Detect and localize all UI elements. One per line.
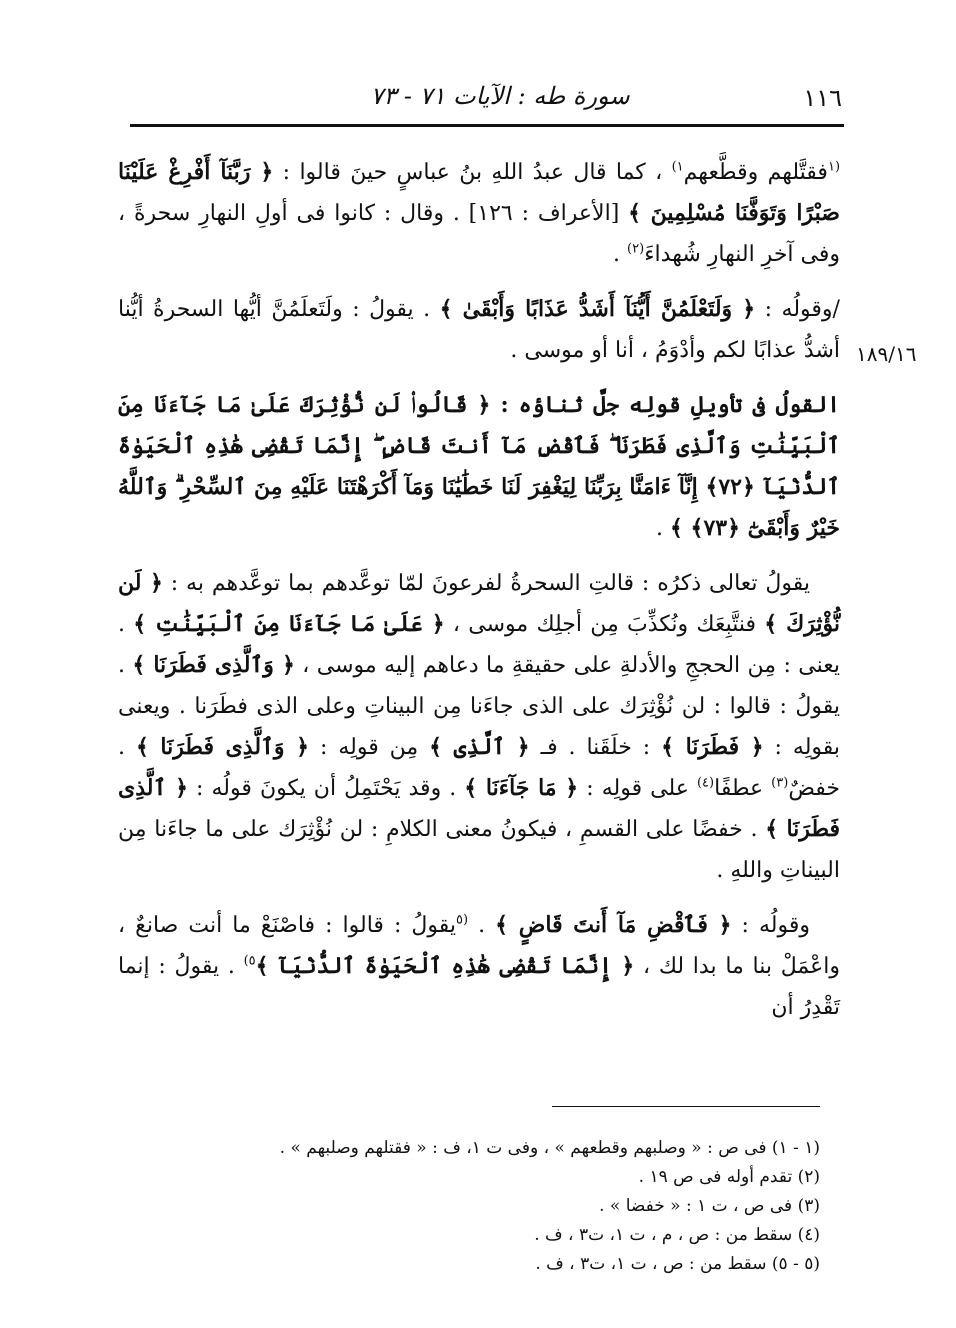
quran-verse: ﴿ رَبَّنَآ أَفْرِغْ عَلَيْنَا صَبْرًا وَتَوَفَّنَا مُسْلِمِينَ ﴾ (118, 159, 840, 226)
footnote: (٢) تقدم أوله فى ص ١٩ . (638, 1167, 820, 1187)
page-header (130, 78, 842, 118)
quran-verse: ﴿ عَلَىٰ مَا جَآءَنَا مِنَ ٱلْبَيِّنَٰتِ ﴾ (133, 611, 445, 637)
text-run: ، كما قال عبدُ اللهِ بنُ عباسٍ حينَ قالوا : (273, 160, 672, 185)
text-run: وقولُه : (731, 913, 810, 938)
quran-verse: ﴿ مَا جَآءَنَا ﴾ (464, 775, 579, 801)
footnote-marker: (٢) (627, 241, 645, 257)
text-run: . (613, 242, 628, 267)
text-run: : خلَقَنا . فـ (529, 735, 662, 760)
text-run: [الأعراف : ١٢٦] . وقال : كانوا فى أولِ النهارِ سحرةً ، وفى آخرِ النهارِ شُهداءَ (118, 201, 840, 267)
footnote-marker: (٥ (456, 912, 469, 928)
text-run: على قولِه : (578, 776, 697, 801)
quran-verse: ﴿ ٱلَّذِى فَطَرَنَا ﴾ (118, 775, 841, 842)
footnote-marker: ١) (671, 159, 684, 175)
text-run: عطفًا (714, 776, 772, 801)
quran-verse: ﴿ فَٱقْضِ مَآ أَنتَ قَاضٍ ﴾ (495, 912, 732, 938)
footnote: (٣) فى ص ، ت ١ : « خفضا » . (599, 1196, 820, 1216)
paragraph (118, 152, 840, 275)
quran-verse: ﴿ وَٱلَّذِى فَطَرَنَا ﴾ (132, 652, 295, 678)
footnote-marker: ٥) (243, 953, 256, 969)
text-run: . (468, 913, 496, 938)
text-run: فقتَّلهم وقطَّعهم (683, 160, 828, 185)
text-run: . خفضٌ (118, 735, 840, 801)
main-text (118, 152, 840, 1028)
text-run: فنتَّبِعَك ونُكذِّبَ مِن أجلِك موسى ، (444, 612, 765, 637)
quran-verse: ﴿ وَٱلَّذِى فَطَرَنَا ﴾ (135, 734, 310, 760)
paragraph (118, 905, 840, 1028)
quran-verse: ﴿ إِنَّمَا تَقْضِى هَٰذِهِ ٱلْحَيَوٰةَ ٱلدُّنْيَآ ﴾ (255, 953, 635, 979)
paragraph (118, 289, 840, 371)
section-heading: القولُ فى تأويلِ قولِه جلَّ ثناؤه : (490, 392, 840, 418)
running-title: سورة طه : الآيات ٧١ - ٧٣ (370, 82, 630, 110)
quran-verse: ﴿ لَن نُّؤْثِرَكَ ﴾ (118, 570, 840, 637)
text-run: يقولُ تعالى ذكرُه : قالتِ السحرةُ لفرعونَ لمّا توعَّدهم بما توعَّدهم به : (162, 571, 811, 596)
text-run: . يقولُ : ولَتَعلَمُنَّ أيُّها السحرةُ أيُّنا أشدُّ عذابًا لكم وأدْوَمُ ، أنا أو موسى . (118, 297, 840, 363)
footnote: (١ - ١) فى ص : « وصلبهم وقطعهم » ، وفى ت ١، ف : « فقتلهم وصلبهم » . (279, 1138, 820, 1158)
footnote: (٤) سقط من : ص ، م ، ت ١، ت٣ ، ف . (534, 1225, 820, 1245)
footnotes (240, 1134, 820, 1279)
quran-verse: ﴿ وَلَتَعْلَمُنَّ أَيُّنَآ أَشَدُّ عَذَابًا وَأَبْقَىٰ ﴾ (439, 296, 756, 322)
text-run: . يعنى : مِن الحججِ والأدلةِ على حقيقةِ ما دعاهم إليه موسى ، (118, 612, 840, 678)
text-run: /وقولُه : (755, 297, 840, 322)
page-number: ١١٦ (803, 84, 842, 112)
text-run: . خفضًا على القسمِ ، فيكونُ معنى الكلامِ : لن نُؤْثِرَك على ما جاءَنا مِن البيناتِ واللهِ . (118, 817, 840, 883)
margin-reference: ١٨٩/١٦ (856, 342, 917, 366)
quran-verse: ﴿ ٱلَّذِى ﴾ (429, 734, 530, 760)
footnote-rule (552, 1106, 820, 1107)
quran-verse: ﴿ قَالُوا۟ لَن نُّؤْثِرَكَ عَلَىٰ مَا جَآءَنَا مِنَ ٱلْبَيِّنَٰتِ وَٱلَّذِى فَطَرَنَا ۖ فَٱقْضِ مَآ أَنتَ قَاضٍ ۖ إِنَّمَا تَقْضِى هَٰذِهِ ٱلْحَيَوٰةَ ٱلدُّنْيَآ ﴿٧٢﴾ إِنَّآ ءَامَنَّا بِرَبِّنَا لِيَغْفِرَ لَنَا خَطَٰيَٰنَا وَمَآ أَكْرَهْتَنَا عَلَيْهِ مِنَ ٱلسِّحْرِ ۗ وَٱللَّهُ خَيْرٌ وَأَبْقَىٰٓ ﴿٧٣﴾ ﴾ (118, 392, 840, 541)
footnote: (٥ - ٥) سقط من : ص ، ت ١، ت٣ ، ف . (535, 1254, 820, 1274)
footnote-marker: (٣) (771, 775, 789, 791)
quran-verse: ﴿ فَطَرَنَا ﴾ (661, 734, 764, 760)
text-run: يقولُ : قالوا : فاصْنَعْ ما أنت صانعٌ ، واعْمَلْ بنا ما بدا لك ، (118, 913, 840, 979)
text-run: . يقولُ : قالوا : لن نُؤْثِرَك على الذى جاءَنا مِن البيناتِ وعلى الذى فطَرَنا . ويعنى بقولِه : (118, 653, 841, 760)
text-run: . وقد يَحْتَمِلُ أن يكونَ قولُه : (187, 776, 465, 801)
footnote-marker: (٤) (696, 775, 715, 791)
paragraph (118, 563, 840, 891)
footnote-marker: (١ (827, 159, 841, 175)
header-rule (130, 124, 844, 127)
text-run: مِن قولِه : (309, 735, 430, 760)
paragraph (118, 385, 840, 549)
text-run: . يقولُ : إنما تَقْدِرُ أن (118, 954, 840, 1020)
text-run: . (655, 516, 670, 541)
